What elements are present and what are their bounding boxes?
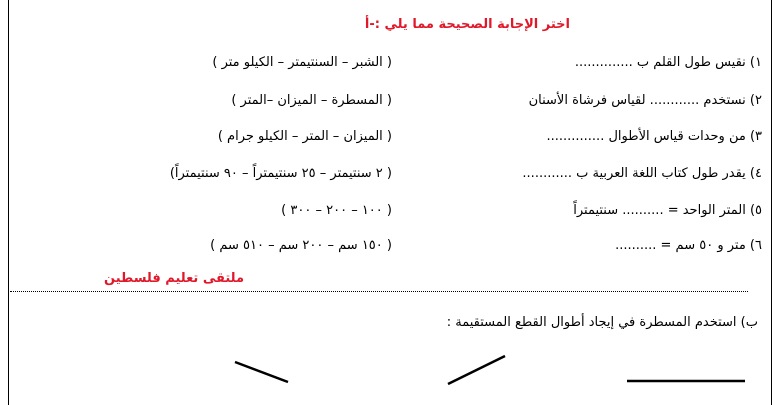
question-3-choices: ( الميزان – المتر – الكيلو جرام ) [217,129,392,144]
part-b-title: ب) استخدم المسطرة في إيجاد أطوال القطع المستقيمة : [446,315,758,330]
part-a-title: اختر الإجابة الصحيحة مما يلي :-أ [364,17,570,32]
question-3-text: ٣) من وحدات قياس الأطوال .............. [546,129,762,144]
question-6-text: ٦) متر و ٥٠ سم = .......... [615,238,762,253]
question-5-choices: ( ١٠٠ – ٢٠٠ – ٣٠٠ ) [281,203,392,218]
question-6-choices: ( ١٥٠ سم – ٢٠٠ سم – ٥١٠ سم ) [210,238,392,253]
question-4-choices: ( ٢ سنتيمتر – ٢٥ سنتيمتراً – ٩٠ سنتيمتراً) [169,166,392,181]
question-4-text: ٤) يقدر طول كتاب اللغة العربية ب ............ [522,166,762,181]
question-1-choices: ( الشبر – السنتيمتر – الكيلو متر ) [212,55,392,70]
question-5-text: ٥) المتر الواحد = .......... سنتيمتراً [573,203,762,218]
question-2-choices: ( المسطرة – الميزان –المتر ) [231,93,392,108]
question-2-text: ٢) نستخدم ............ لقياس فرشاة الأسنان [528,93,762,108]
question-1-text: ١) نقيس طول القلم ب .............. [574,55,762,70]
line-segment-2 [448,356,505,384]
line-segment-1 [235,362,288,382]
credit-text: ملتقى تعليم فلسطين [104,271,244,286]
